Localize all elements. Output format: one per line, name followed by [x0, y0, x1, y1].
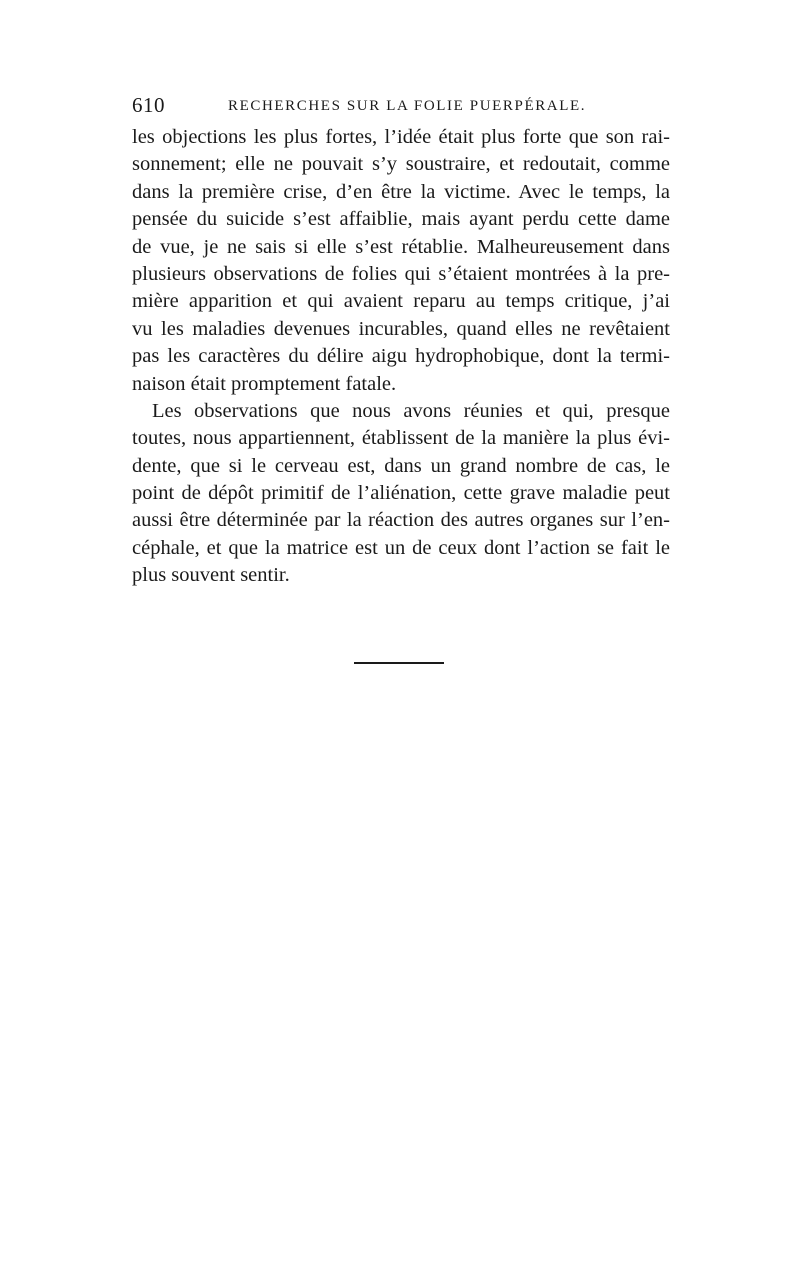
- text-line: pas les caractères du délire aigu hydrophobique, dont la termi-: [132, 345, 670, 368]
- text-line: point de dépôt primitif de l’aliénation, cette grave maladie peut: [132, 482, 670, 505]
- paragraph-1: [132, 124, 670, 398]
- text-line: aussi être déterminée par la réaction des autres organes sur l’en-: [132, 509, 670, 532]
- text-line: Les observations que nous avons réunies et qui, presque: [152, 399, 670, 422]
- text-line: mière apparition et qui avaient reparu au temps critique, j’ai: [132, 290, 670, 313]
- paragraph-2: [132, 398, 670, 590]
- text-line: dans la première crise, d’en être la victime. Avec le temps, la: [132, 180, 670, 203]
- text-line: de vue, je ne sais si elle s’est rétablie. Malheureusement dans: [132, 235, 670, 258]
- text-line: vu les maladies devenues incurables, quand elles ne revêtaient: [132, 317, 670, 340]
- text-line: sonnement; elle ne pouvait s’y soustraire, et redoutait, comme: [132, 153, 670, 176]
- section-end-rule: [354, 662, 444, 664]
- text-line: plusieurs observations de folies qui s’étaient montrées à la pre-: [132, 262, 670, 285]
- text-line: plus souvent sentir.: [132, 564, 290, 587]
- page-number: 610: [132, 93, 165, 117]
- text-line: céphale, et que la matrice est un de ceux dont l’action se fait le: [132, 536, 670, 559]
- text-line: toutes, nous appartiennent, établissent de la manière la plus évi-: [132, 427, 670, 450]
- body-text: [132, 124, 670, 590]
- running-head: [132, 92, 672, 118]
- text-line: les objections les plus fortes, l’idée était plus forte que son rai-: [132, 126, 670, 148]
- text-line: pensée du suicide s’est affaiblie, mais ayant perdu cette dame: [132, 208, 670, 231]
- running-title: RECHERCHES SUR LA FOLIE PUERPÉRALE.: [228, 98, 587, 114]
- text-line: dente, que si le cerveau est, dans un grand nombre de cas, le: [132, 454, 670, 477]
- text-line: naison était promptement fatale.: [132, 372, 397, 395]
